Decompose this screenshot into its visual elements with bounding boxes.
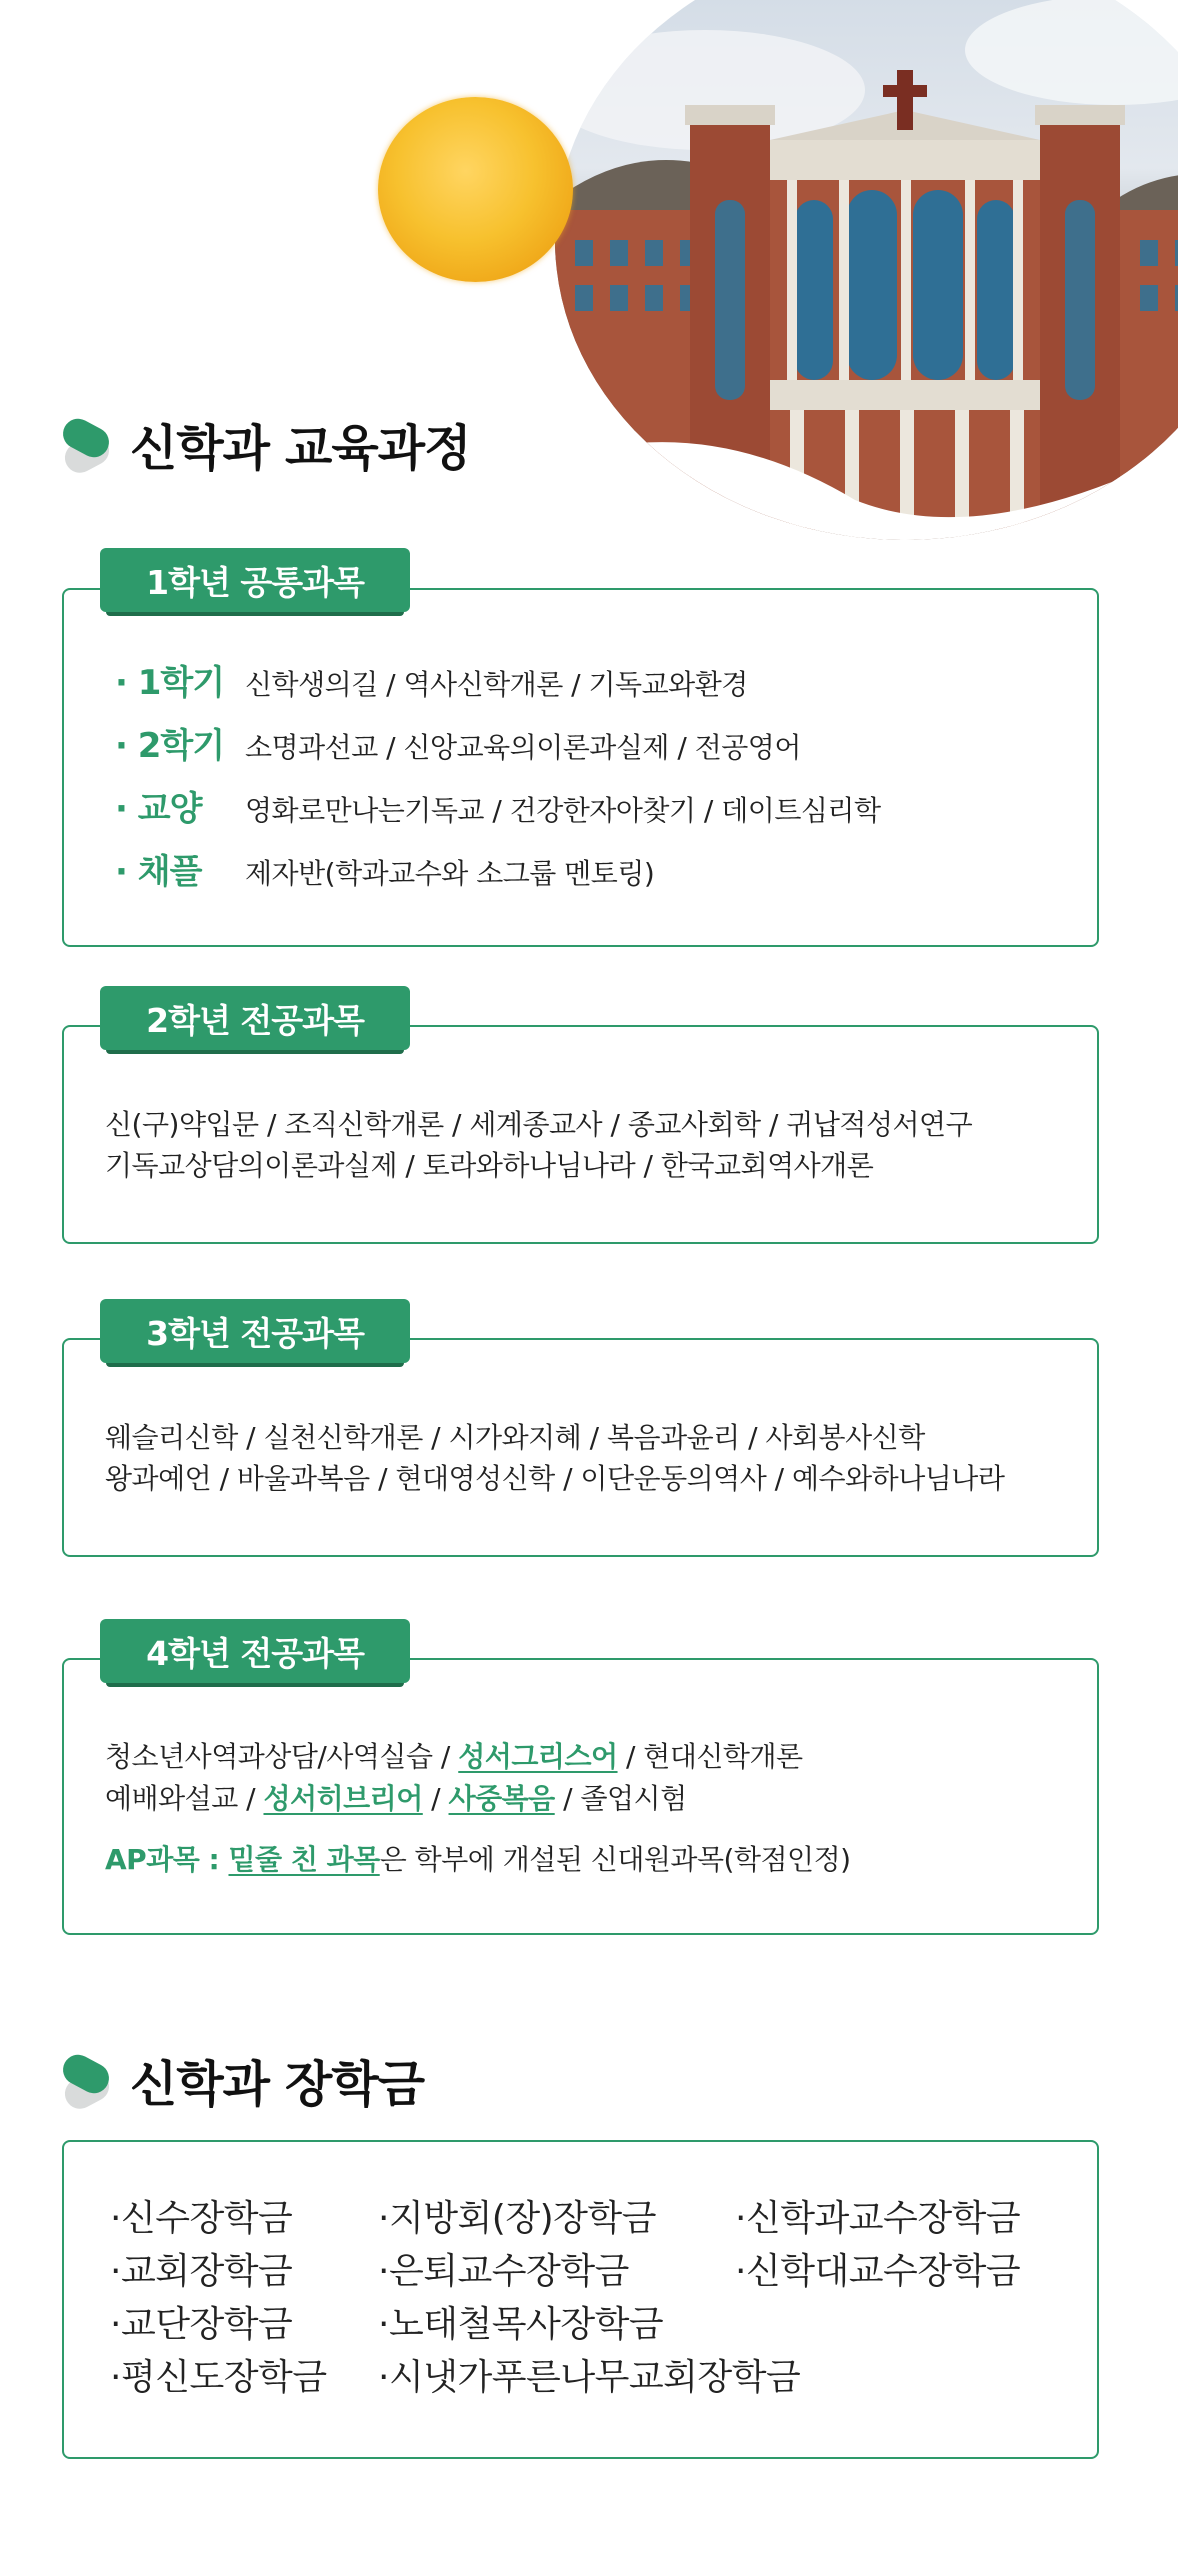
year1-row-chapel <box>115 844 654 893</box>
course-text: 청소년사역과상담/사역실습 / <box>105 1740 459 1773</box>
row-text: 신학생의길 / 역사신학개론 / 기독교와환경 <box>245 668 748 701</box>
ap-course-fourfold-gospel: 사중복음 <box>448 1782 555 1815</box>
ap-label: AP과목 : <box>105 1843 229 1876</box>
year2-line-2: 기독교상담의이론과실제 / 토라와하나님나라 / 한국교회역사개론 <box>105 1149 874 1182</box>
scholarship-heading <box>60 2046 424 2116</box>
year1-row-liberal-arts <box>115 781 881 830</box>
sun-brush-graphic <box>378 97 573 282</box>
row-text: 영화로만나는기독교 / 건강한자아찾기 / 데이트심리학 <box>245 794 881 827</box>
row-label: · 1학기 <box>115 663 225 703</box>
year4-line-2 <box>105 1777 687 1817</box>
year2-tag: 2학년 전공과목 <box>100 986 410 1050</box>
scholarship-item: ·신수장학금 <box>110 2198 293 2239</box>
year1-box <box>62 588 1099 947</box>
separator: / <box>422 1782 449 1815</box>
year1-row-semester1 <box>115 655 748 704</box>
scholarship-item: ·시냇가푸른나무교회장학금 <box>378 2357 801 2398</box>
year4-tag: 4학년 전공과목 <box>100 1619 410 1683</box>
ap-course-hebrew: 성서히브리어 <box>263 1782 423 1815</box>
ap-course-greek: 성서그리스어 <box>458 1740 618 1773</box>
year3-tag: 3학년 전공과목 <box>100 1299 410 1363</box>
bullet-leaf-icon <box>60 2053 116 2109</box>
row-label: · 교양 <box>115 789 202 829</box>
scholarship-item: ·신학대교수장학금 <box>735 2251 1021 2292</box>
scholarship-item: ·은퇴교수장학금 <box>378 2251 629 2292</box>
course-text: 예배와설교 / <box>105 1782 264 1815</box>
row-text: 제자반(학과교수와 소그룹 멘토링) <box>245 857 655 890</box>
ap-underlined: 밑줄 친 과목 <box>228 1843 380 1876</box>
scholarship-title: 신학과 장학금 <box>130 2056 425 2113</box>
row-label: · 2학기 <box>115 726 225 766</box>
scholarship-item: ·평신도장학금 <box>110 2357 327 2398</box>
campus-building-photo <box>555 0 1178 540</box>
curriculum-title: 신학과 교육과정 <box>130 420 471 477</box>
curriculum-heading <box>60 410 470 480</box>
building-illustration <box>555 0 1178 540</box>
ap-note-text: 은 학부에 개설된 신대원과목(학점인정) <box>379 1843 851 1876</box>
scholarship-item: ·지방회(장)장학금 <box>378 2198 656 2239</box>
year3-line-1: 웨슬리신학 / 실천신학개론 / 시가와지혜 / 복음과윤리 / 사회봉사신학 <box>105 1421 925 1454</box>
year1-tag: 1학년 공통과목 <box>100 548 410 612</box>
bullet-leaf-icon <box>60 417 116 473</box>
year2-line-1: 신(구)약입문 / 조직신학개론 / 세계종교사 / 종교사회학 / 귀납적성서연구 <box>105 1108 973 1141</box>
scholarship-item: ·교회장학금 <box>110 2251 293 2292</box>
row-label: · 채플 <box>115 852 202 892</box>
year1-row-semester2 <box>115 718 801 767</box>
year3-line-2: 왕과예언 / 바울과복음 / 현대영성신학 / 이단운동의역사 / 예수와하나님나라 <box>105 1462 1005 1495</box>
scholarship-item: ·노태철목사장학금 <box>378 2304 664 2345</box>
course-text: / 졸업시험 <box>554 1782 687 1815</box>
row-text: 소명과선교 / 신앙교육의이론과실제 / 전공영어 <box>245 731 801 764</box>
scholarship-item: ·신학과교수장학금 <box>735 2198 1021 2239</box>
year4-ap-note <box>105 1838 851 1878</box>
course-text: / 현대신학개론 <box>617 1740 803 1773</box>
year4-line-1 <box>105 1735 803 1775</box>
scholarship-item: ·교단장학금 <box>110 2304 293 2345</box>
